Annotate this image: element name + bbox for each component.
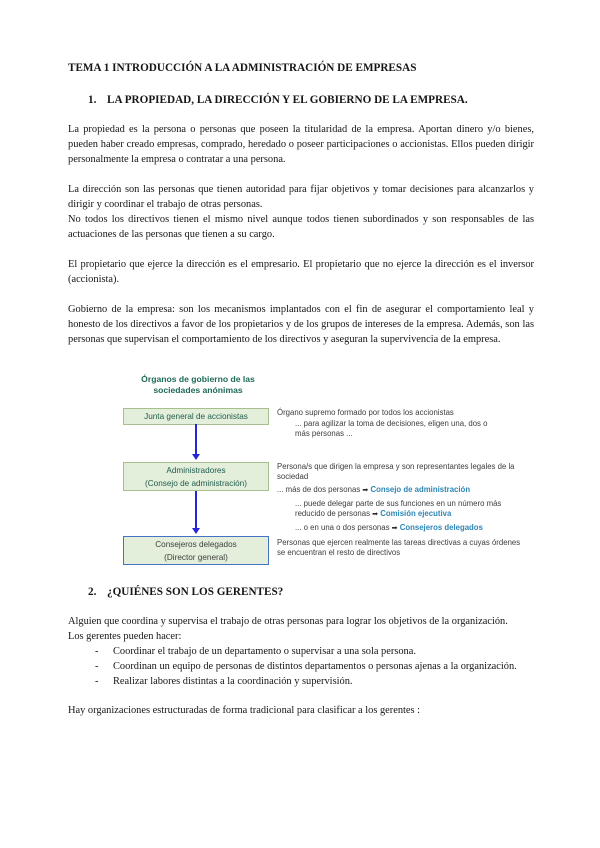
list-item-text: Coordinar el trabajo de un departamento o supervisar a una sola persona. (113, 646, 416, 657)
annotation-admin-item3-label: Consejeros delegados (399, 523, 483, 532)
annotation-admin-item1 (277, 485, 539, 496)
document-title: TEMA 1 INTRODUCCIÓN A LA ADMINISTRACIÓN DE EMPRESAS (68, 62, 417, 74)
diagram-box-admin-line2: (Consejo de administración) (145, 478, 247, 488)
bullet-dash-icon: - (95, 676, 99, 687)
annotation-junta (277, 408, 529, 439)
section1-heading-text: LA PROPIEDAD, LA DIRECCIÓN Y EL GOBIERNO DE LA EMPRESA. (107, 94, 468, 106)
down-arrowhead-icon-1 (192, 454, 200, 460)
paragraph-direccion-1: La dirección son las personas que tienen autoridad para fijar objetivos y tomar decisiones para alcanzarlos y dirigir y coordinar el trabajo de otras personas. (68, 184, 534, 210)
annotation-admin-item3-text: ... o en una o dos personas (295, 523, 390, 532)
paragraph-outro: Hay organizaciones estructuradas de forma tradicional para clasificar a los gerentes : (68, 705, 421, 716)
section1-heading (68, 93, 534, 108)
paragraph-gobierno: Gobierno de la empresa: son los mecanismos implantados con el fin de asegurar el comportamiento leal y honesto de los directivos a favor de los propietarios y de los grupos de intereses de la empresa. Además, son las personas que supervisan el comportamiento de los directivos y aseguran la supervivencia de la empresa. (68, 304, 534, 345)
annotation-admin-item2-text: ... puede delegar parte de sus funciones en un número más reducido de personas (295, 499, 502, 518)
paragraph-propiedad: La propiedad es la persona o personas que poseen la titularidad de la empresa. Aportan dinero y/o bienes, pueden haber creado empresas, comprado, heredado o poseer participaciones o accionistas. Ellos pueden dirigir personalmente la empresa o contratar a una persona. (68, 124, 534, 165)
gerentes-bullet-list (68, 644, 534, 689)
diagram-title: Órganos de gobierno de las sociedades anónimas (141, 374, 255, 395)
list-item (68, 674, 534, 689)
section2-heading (68, 585, 534, 600)
diagram-box-junta-label: Junta general de accionistas (144, 412, 248, 421)
annotation-admin-item2 (277, 499, 527, 520)
section2-heading-text: ¿QUIÉNES SON LOS GERENTES? (107, 586, 284, 598)
annotation-admin-item3 (277, 523, 527, 534)
diagram-box-junta-general (123, 408, 269, 425)
paragraph-propietario: El propietario que ejerce la dirección es el empresario. El propietario que no ejerce la dirección es el inversor (accionista). (68, 259, 534, 285)
paragraph-direccion-2: No todos los directivos tienen el mismo nivel aunque todos tienen subordinados y son responsables de las actuaciones de las personas que tienen a su cargo. (68, 214, 534, 240)
list-item-text: Realizar labores distintas a la coordinación y supervisión. (113, 676, 353, 687)
right-arrow-icon: ➡ (391, 525, 398, 532)
down-arrowhead-icon-2 (192, 528, 200, 534)
list-item (68, 659, 534, 674)
section2-number: 2. (88, 586, 97, 598)
annotation-admin-intro: Persona/s que dirigen la empresa y son representantes legales de la sociedad (277, 462, 515, 481)
annotation-consejeros: Personas que ejercen realmente las tareas directivas a cuyas órdenes se encuentran el resto de directivos (277, 538, 521, 557)
section1-number: 1. (88, 94, 97, 106)
annotation-admin-item1-text: ... más de dos personas (277, 485, 361, 494)
list-item (68, 644, 534, 659)
down-arrow-connector-1 (195, 424, 197, 455)
diagram-box-administradores (123, 462, 269, 491)
list-item-text: Coordinan un equipo de personas de distintos departamentos o personas ajenas a la organización. (113, 661, 517, 672)
annotation-junta-line1: Órgano supremo formado por todos los accionistas (277, 408, 454, 417)
right-arrow-icon: ➡ (372, 511, 379, 518)
diagram-box-consejeros-line1: Consejeros delegados (155, 539, 237, 549)
paragraph-gerentes-intro: Alguien que coordina y supervisa el trabajo de otras personas para lograr los objetivos de la organización. (68, 616, 508, 627)
diagram-box-admin-line1: Administradores (166, 465, 226, 475)
annotation-administradores (277, 462, 539, 534)
governance-diagram (68, 372, 534, 577)
bullet-dash-icon: - (95, 661, 99, 672)
right-arrow-icon: ➡ (362, 487, 369, 494)
diagram-box-consejeros-line2: (Director general) (164, 552, 228, 562)
paragraph-direccion (68, 182, 534, 242)
bullet-dash-icon: - (95, 646, 99, 657)
diagram-box-consejeros-delegados (123, 536, 269, 565)
annotation-admin-item1-label: Consejo de administración (370, 485, 471, 494)
down-arrow-connector-2 (195, 491, 197, 529)
annotation-junta-sub: ... para agilizar la toma de decisiones, eligen una, dos o más personas ... (295, 419, 488, 438)
paragraph-list-intro: Los gerentes pueden hacer: (68, 631, 182, 642)
annotation-admin-item2-label: Comisión ejecutiva (380, 509, 452, 518)
